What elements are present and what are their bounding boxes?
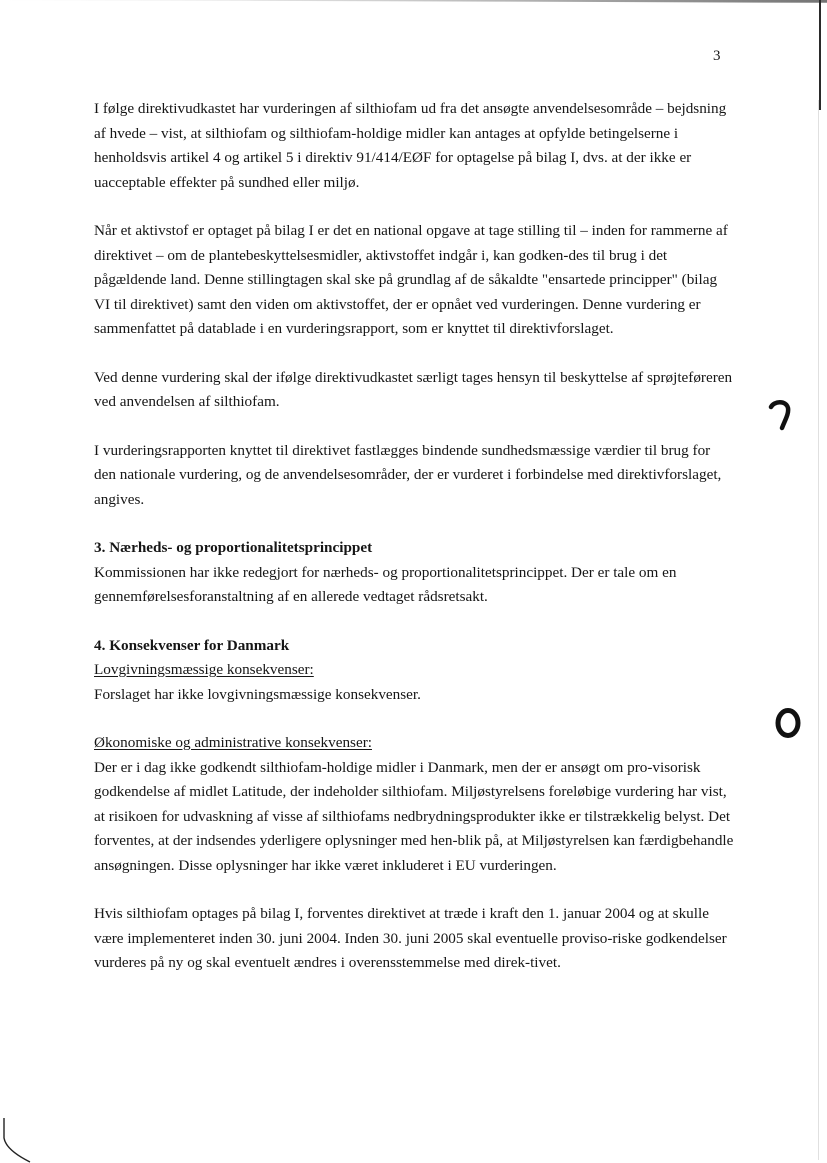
legislative-body: Forslaget har ikke lovgivningsmæssige konsekvenser.	[94, 685, 421, 703]
economic-administrative-body: Der er i dag ikke godkendt silthiofam-holdige midler i Danmark, men der er ansøgt om pro-visorisk godkendelse af midlet Latitude, der indeholder silthiofam. Miljøstyrelsens foreløbige vurdering har vist, at risikoen for udvaskning af visse af silthiofams nedbrydningsprodukter ikke er tilstrækkelig belyst. Det forventes, at der indsendes yderligere oplysninger med hen-blik på, at Miljøstyrelsen kan færdigbehandle ansøgningen. Disse oplysninger har ikke været inkluderet i EU vurderingen.	[94, 758, 734, 874]
margin-hook-mark	[768, 398, 792, 439]
scan-edge-right-faint	[818, 100, 819, 1160]
circle-mark-icon	[774, 706, 802, 740]
section-3-heading: 3. Nærheds- og proportionalitetsprincippet	[94, 539, 373, 556]
document-body	[94, 97, 734, 1000]
page-number: 3	[713, 48, 721, 64]
subheading-legislative: Lovgivningsmæssige konsekvenser:	[94, 661, 314, 678]
paragraph-sprayer-protection: Ved denne vurdering skal der ifølge direktivudkastet særligt tages hensyn til beskyttelse af sprøjteføreren ved anvendelsen af silthiofam.	[94, 368, 733, 410]
subheading-economic-administrative: Økonomiske og administrative konsekvenser:	[94, 734, 372, 751]
scan-edge-right	[819, 0, 821, 110]
section-4-heading: 4. Konsekvenser for Danmark	[94, 636, 290, 654]
paragraph-assessment-report: I vurderingsrapporten knyttet til direktivet fastlægges bindende sundhedsmæssige værdier til brug for den nationale vurdering, og de anvendelsesområder, der er vurderet i forbindelse med direktivforslaget, angives.	[94, 441, 722, 508]
margin-circle-mark	[774, 706, 802, 748]
paragraph-implementation: Hvis silthiofam optages på bilag I, forventes direktivet at træde i kraft den 1. januar 2004 og at skulle være implementeret inden 30. juni 2004. Inden 30. juni 2005 skal eventuelle proviso-riske godkendelser vurderes på ny og skal eventuelt ændres i overensstemmelse med direk-tivet.	[94, 905, 727, 971]
hook-mark-icon	[768, 398, 792, 432]
scan-edge-top	[0, 0, 827, 8]
paragraph-national-task: Når et aktivstof er optaget på bilag I er det en national opgave at tage stilling til – inden for rammerne af direktivet – om de plantebeskyttelsesmidler, aktivstoffet indgår i, kan godken-des til brug i det pågældende land. Denne stillingtagen skal ske på grundlag af de såkaldte "ensartede principper" (bilag VI til direktivet) samt den viden om aktivstoffet, der er opnået ved vurderingen. Denne vurdering er sammenfattet på datablade i en vurderingsrapport, som er knyttet til direktivforslaget.	[94, 222, 728, 337]
paragraph-assessment: I følge direktivudkastet har vurderingen af silthiofam ud fra det ansøgte anvendelsesområde – bejdsning af hvede – vist, at silthiofam og silthiofam-holdige midler kan antages at opfylde betingelserne i henholdsvis artikel 4 og artikel 5 i direktiv 91/414/EØF for optagelse på bilag I, dvs. at der ikke er uacceptable effekter på sundhed eller miljø.	[94, 100, 727, 191]
scan-corner-mark	[0, 1118, 40, 1163]
section-3-body: Kommissionen har ikke redegjort for nærheds- og proportionalitetsprincippet. Der er tale om en gennemførelsesforanstaltning af en allerede vedtaget rådsretsakt.	[94, 563, 677, 605]
